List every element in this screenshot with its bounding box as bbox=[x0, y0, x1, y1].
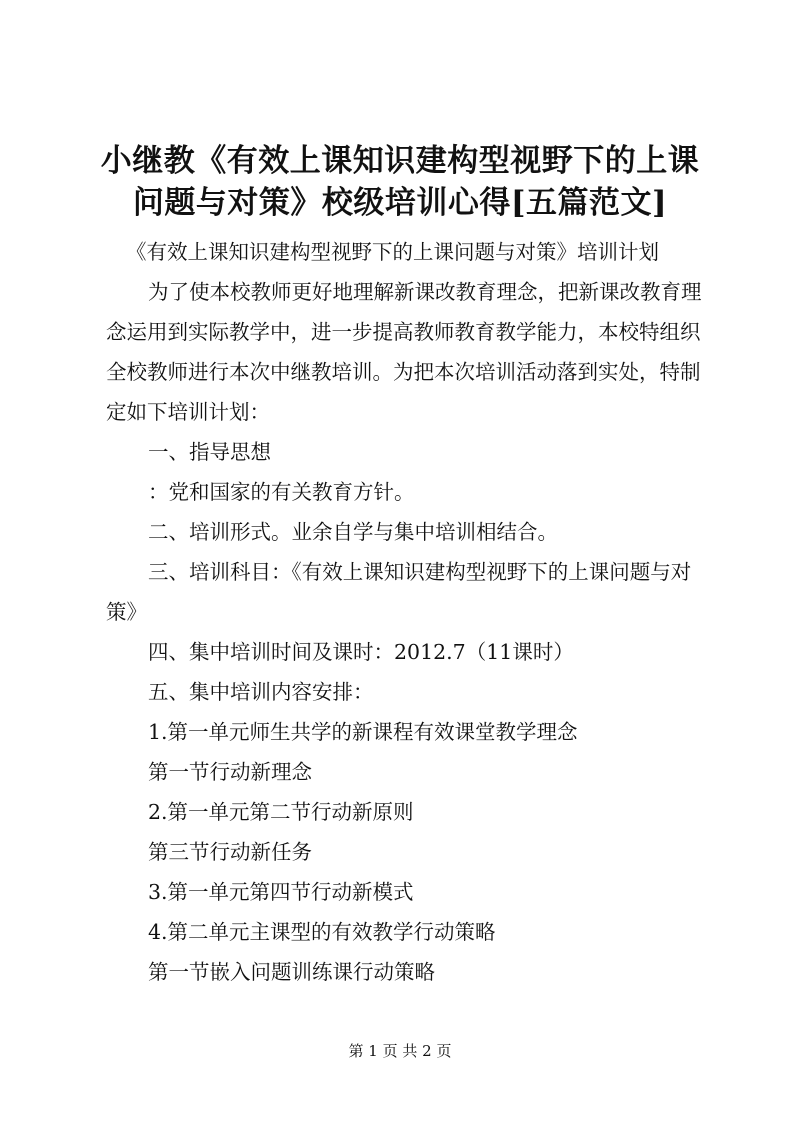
paragraph-training-subject: 三、培训科目：《有效上课知识建构型视野下的上课问题与对策》 bbox=[106, 560, 692, 624]
list-item: 第三节行动新任务 bbox=[148, 840, 312, 864]
paragraph-guiding-thought: 一、指导思想 bbox=[148, 440, 271, 464]
paragraph-training-form: 二、培训形式。业余自学与集中培训相结合。 bbox=[148, 520, 558, 544]
list-item: 2.第一单元第二节行动新原则 bbox=[148, 800, 414, 824]
list-item: 1.第一单元师生共学的新课程有效课堂教学理念 bbox=[148, 720, 578, 744]
document-body bbox=[106, 232, 712, 992]
paragraph-intro: 为了使本校教师更好地理解新课改教育理念，把新课改教育理念运用到实际教学中，进一步提高教师教育教学能力，本校特组织全校教师进行本次中继教培训。为把本次培训活动落到实处，特制定如下培训计划： bbox=[106, 280, 702, 424]
paragraph-plan-title: 《有效上课知识建构型视野下的上课问题与对策》培训计划 bbox=[126, 240, 659, 264]
list-item: 3.第一单元第四节行动新模式 bbox=[148, 880, 414, 904]
list-item: 第一节嵌入问题训练课行动策略 bbox=[148, 960, 435, 984]
document-title: 小继教《有效上课知识建构型视野下的上课问题与对策》校级培训心得[五篇范文] bbox=[100, 143, 700, 221]
list-item: 4.第二单元主课型的有效教学行动策略 bbox=[148, 920, 496, 944]
paragraph-training-time: 四、集中培训时间及课时：2012.7（11课时） bbox=[148, 640, 574, 664]
list-item: 第一节行动新理念 bbox=[148, 760, 312, 784]
paragraph-policy: ：党和国家的有关教育方针。 bbox=[148, 480, 415, 504]
paragraph-content-arrangement: 五、集中培训内容安排： bbox=[148, 680, 374, 704]
page-number-footer: 第 1 页 共 2 页 bbox=[348, 1042, 452, 1060]
